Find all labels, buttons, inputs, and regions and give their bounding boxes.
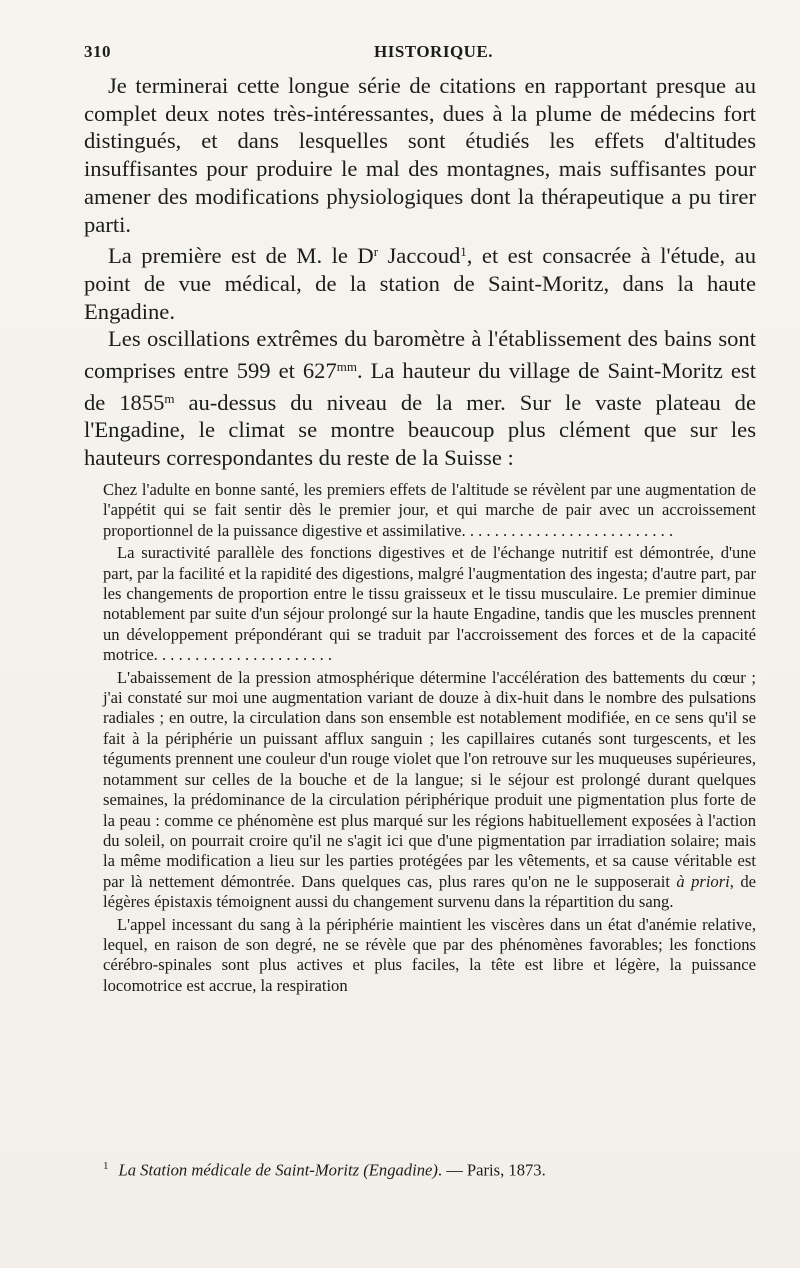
quote-paragraph-anemia: L'appel incessant du sang à la périphérie maintient les viscères dans un état d'anémie relative, lequel, en raison de son degré, ne se révèle que par des phénomènes favorables; les fonctions cérébro-spinales sont plus actives et plus faciles, la tête est libre et légère, la puissance locomotrice est accrue, la respiration [103, 914, 756, 995]
footnote [103, 1156, 756, 1181]
quoted-passage [103, 480, 756, 998]
quote-paragraph-circulation: L'abaissement de la pression atmosphérique détermine l'accélération des battements du cœur ; j'ai constaté sur moi une augmentation variant de douze à dix-huit dans le nombre des pulsations radiales ; en outre, la circulation dans son ensemble est notablement modifiée, en ce sens qu'il se fait à la périphérie un puissant afflux sanguin ; les capillaires cutanés sont turgescents, et les téguments prennent une couleur d'un rouge violet que l'on retrouve sur les muqueuses supérieures, notamment sur celles de la bouche et de la langue; si le séjour est prolongé durant quelques semaines, la prédominance de la circulation périphérique produit une pigmentation plus forte de la peau : comme ce phénomène est plus marqué sur les régions habituellement exposées à l'action du soleil, on pourrait croire qu'il ne s'agit ici que d'une pigmentation par irradiation solaire; mais la même modification a lieu sur les parties protégées par les vêtements, et sa cause véritable est par là nettement démontrée. Dans quelques cas, plus rares qu'on ne le supposerait à priori, de légères épistaxis témoignent aussi du changement survenu dans la répartition du sang. [103, 667, 756, 912]
running-header [84, 42, 760, 68]
paragraph-jaccoud: La première est de M. le $D^r$ Jaccoud$^1$, et est consacrée à l'étude, au point de vue médical, de la station de Saint-Moritz, dans la haute Engadine. [84, 243, 756, 324]
quote-paragraph-appetite: Chez l'adulte en bonne santé, les premiers effets de l'altitude se révèlent par une augmentation de l'appétit qui se fait sentir dès le premier jour, et qui marche de pair avec un accroissement proportionnel de la puissance digestive et assimilative. . . . . . . . . . . . . . . . . . . . . . . . . . [103, 480, 756, 540]
quote-paragraph-digestion: La suractivité parallèle des fonctions digestives et de l'échange nutritif est démontrée, d'une part, par la facilité et la rapidité des digestions, malgré l'augmentation des ingesta; d'autre part, par les changements de proportion entre le tissu graisseux et le tissu musculaire. Le premier diminue notablement par suite d'un séjour prolongé sur la haute Engadine, tandis que les muscles prennent un développement prépondérant qui se traduit par l'accroissement des forces et de la capacité motrice. . . . . . . . . . . . . . . . . . . . . . [103, 543, 756, 665]
footnote-ref: 1 [460, 244, 467, 260]
paragraph-barometer: Les oscillations extrêmes du baromètre à l'établissement des bains sont comprises entre 599 et $627^{mm}$. La hauteur du village de Saint-Moritz est de 1855$^m$ au-dessus du niveau de la mer. Sur le vaste plateau de l'Engadine, le climat se montre beaucoup plus clément que sur les hauteurs correspondantes du reste de la Suisse : [84, 326, 756, 471]
running-title: HISTORIQUE. [374, 42, 494, 61]
page-number: 310 [84, 42, 111, 61]
footnote-title: La Station médicale de Saint-Moritz (Engadine) [118, 1160, 438, 1180]
footnote-mark: 1 [103, 1160, 109, 1172]
paragraph-intro: Je terminerai cette longue série de citations en rapportant presque au complet deux notes très-intéressantes, dues à la plume de médecins fort distingués, et dans lesquelles sont étudiés les effets d'altitudes insuffisantes pour produire le mal des montagnes, mais suffisantes pour amener des modifications physiologiques dont la thérapeutique a pu tirer parti. [84, 73, 756, 237]
footnote-rest: . — Paris, 1873. [437, 1160, 546, 1180]
main-text [84, 72, 756, 472]
